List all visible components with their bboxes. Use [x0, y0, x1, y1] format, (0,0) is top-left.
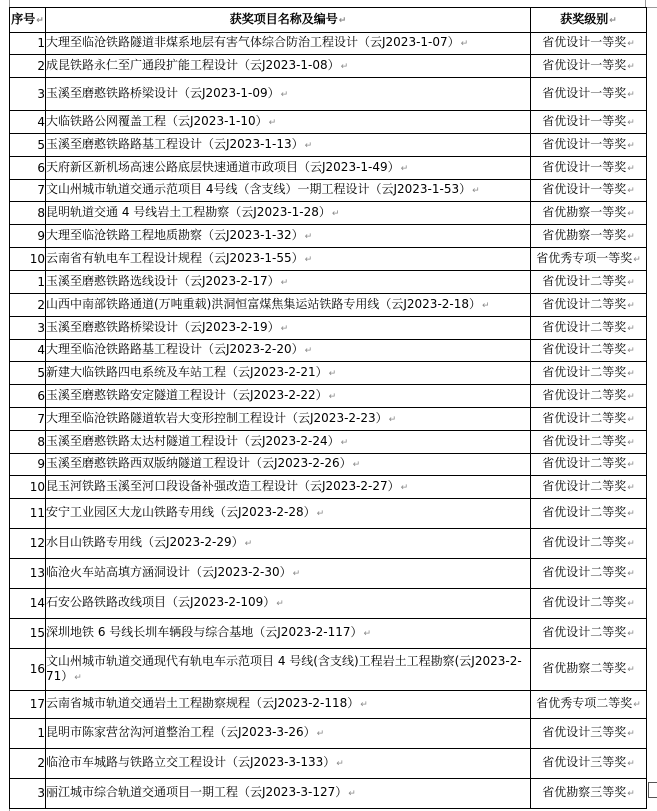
paragraph-mark-icon [627, 324, 635, 334]
paragraph-mark-icon [329, 392, 337, 402]
project-name-cell[interactable] [46, 476, 531, 499]
project-name-cell-text: 山西中南部铁路通道(万吨重载)洪洞恒富煤焦集运站铁路专用线（云J2023-2-18） [46, 296, 482, 311]
table-row [10, 779, 647, 809]
award-table [9, 7, 647, 809]
award-level-cell[interactable] [531, 559, 647, 589]
paragraph-mark-icon [341, 62, 349, 72]
paragraph-mark-icon [36, 16, 44, 26]
award-level-cell-text: 省优设计二等奖 [542, 505, 627, 519]
row-number-cell-text: 14 [29, 596, 45, 610]
project-name-cell[interactable] [46, 559, 531, 589]
project-name-cell-text: 玉溪至磨憨铁路西双版纳隧道工程设计（云J2023-2-26） [46, 456, 352, 470]
table-body [10, 33, 647, 809]
award-level-cell-text: 省优设计二等奖 [542, 410, 627, 425]
paragraph-mark-icon [281, 90, 289, 100]
table-row [10, 78, 647, 111]
project-name-cell[interactable] [46, 431, 531, 454]
project-name-cell-text: 昆明市陈家营岔沟河道整治工程（云J2023-3-26） [46, 725, 316, 739]
project-name-cell-text: 玉溪至磨憨铁路安定隧道工程设计（云J2023-2-22） [46, 387, 328, 402]
table-row [10, 454, 647, 476]
award-level-cell[interactable] [531, 476, 647, 499]
row-number-cell[interactable] [10, 180, 46, 202]
paragraph-mark-icon [269, 118, 277, 128]
project-name-cell[interactable] [46, 649, 531, 691]
table-row [10, 134, 647, 157]
row-number-cell[interactable] [10, 317, 46, 340]
award-level-cell-text: 省优设计一等奖 [542, 57, 627, 72]
project-name-cell-text: 临沧市车城路与铁路立交工程设计（云J2023-3-133） [46, 755, 336, 769]
row-number-cell-text: 5 [37, 137, 45, 152]
paragraph-mark-icon [389, 415, 397, 425]
row-number-cell-text: 4 [37, 114, 45, 129]
award-level-cell[interactable] [531, 529, 647, 559]
award-level-cell-text: 省优设计一等奖 [542, 85, 627, 100]
project-name-cell-text: 大理至临沧铁路隧道非煤系地层有害气体综合防治工程设计（云J2023-1-07） [46, 35, 460, 49]
award-level-cell-text: 省优设计二等奖 [542, 319, 627, 334]
row-number-cell-text: 16 [29, 662, 45, 676]
paragraph-mark-icon [305, 346, 313, 356]
project-name-cell[interactable] [46, 78, 531, 111]
paragraph-mark-icon [627, 460, 635, 470]
row-number-cell[interactable] [10, 691, 46, 719]
row-number-cell-text: 9 [37, 457, 45, 471]
project-name-cell-text: 玉溪至磨憨铁路太达村隧道工程设计（云J2023-2-24） [46, 433, 340, 448]
row-number-cell[interactable] [10, 78, 46, 111]
paragraph-mark-icon [627, 232, 635, 242]
row-number-cell[interactable] [10, 157, 46, 180]
row-number-cell[interactable] [10, 619, 46, 649]
paragraph-mark-icon [627, 789, 635, 799]
project-name-cell[interactable] [46, 749, 531, 779]
row-number-cell-text: 3 [37, 786, 45, 800]
row-number-cell[interactable] [10, 589, 46, 619]
award-level-cell[interactable] [531, 317, 647, 340]
paragraph-mark-icon [627, 599, 635, 609]
paragraph-mark-icon [627, 62, 635, 72]
row-number-cell-text: 17 [29, 697, 45, 711]
paragraph-mark-icon [360, 700, 368, 710]
paragraph-mark-icon [627, 39, 635, 49]
row-number-cell-text: 15 [29, 626, 45, 640]
row-number-cell-text: 8 [37, 205, 45, 220]
award-level-cell[interactable] [531, 202, 647, 225]
header-name[interactable]: 获奖项目名称及编号 ↵ [46, 8, 531, 33]
row-number-cell-text: 3 [37, 86, 45, 101]
paragraph-mark-icon [317, 509, 325, 519]
header-level[interactable]: 获奖级别 ↵ [531, 8, 647, 33]
table-row [10, 691, 647, 719]
table-row [10, 749, 647, 779]
project-name-cell[interactable] [46, 180, 531, 202]
paragraph-mark-icon [627, 141, 635, 151]
award-level-cell-text: 省优设计一等奖 [542, 159, 627, 174]
project-name-cell[interactable] [46, 33, 531, 55]
row-number-cell[interactable] [10, 134, 46, 157]
award-level-cell-text: 省优设计二等奖 [542, 595, 627, 609]
row-number-cell[interactable] [10, 559, 46, 589]
paragraph-mark-icon [627, 369, 635, 379]
project-name-cell[interactable] [46, 589, 531, 619]
page-corner-mark [646, 7, 657, 8]
paragraph-mark-icon [627, 164, 635, 174]
award-level-cell-text: 省优设计一等奖 [542, 182, 627, 196]
project-name-cell[interactable] [46, 499, 531, 529]
row-number-cell-text: 8 [37, 434, 45, 449]
project-name-cell[interactable] [46, 719, 531, 749]
row-number-cell-text: 1 [37, 726, 45, 740]
row-number-cell[interactable] [10, 294, 46, 317]
award-level-cell[interactable] [531, 55, 647, 78]
project-name-cell-text: 新建大临铁路四电系统及车站工程（云J2023-2-21） [46, 364, 328, 379]
row-number-cell-text: 4 [37, 343, 45, 357]
award-level-cell-text: 省优勘察三等奖 [542, 785, 627, 799]
award-level-cell-text: 省优设计二等奖 [542, 456, 627, 470]
project-name-cell[interactable] [46, 225, 531, 248]
paragraph-mark-icon [317, 729, 325, 739]
row-number-cell[interactable] [10, 779, 46, 809]
project-name-cell[interactable] [46, 619, 531, 649]
project-name-cell[interactable] [46, 317, 531, 340]
row-number-cell-text: 3 [37, 320, 45, 335]
project-name-cell[interactable] [46, 202, 531, 225]
paragraph-mark-icon [353, 460, 361, 470]
project-name-cell[interactable] [46, 340, 531, 362]
project-name-cell-text: 玉溪至磨憨铁路桥梁设计（云J2023-1-09） [46, 85, 280, 100]
award-level-cell[interactable] [531, 499, 647, 529]
paragraph-mark-icon [627, 438, 635, 448]
project-name-cell-text: 昆明轨道交通 4 号线岩土工程勘察（云J2023-1-28） [46, 204, 331, 219]
award-level-cell[interactable] [531, 454, 647, 476]
award-level-cell-text: 省优设计三等奖 [542, 725, 627, 739]
project-name-cell[interactable] [46, 454, 531, 476]
paragraph-mark-icon [627, 569, 635, 579]
project-name-cell-text: 水目山铁路专用线（云J2023-2-29） [46, 535, 244, 549]
row-number-cell[interactable] [10, 749, 46, 779]
project-name-cell[interactable] [46, 55, 531, 78]
paragraph-mark-icon [609, 16, 617, 26]
table-row [10, 180, 647, 202]
row-number-cell[interactable] [10, 271, 46, 294]
paragraph-mark-icon [627, 301, 635, 311]
paragraph-mark-icon [293, 569, 301, 579]
project-name-cell-text: 安宁工业园区大龙山铁路专用线（云J2023-2-28） [46, 505, 316, 519]
paragraph-mark-icon [305, 255, 313, 265]
paragraph-mark-icon [633, 700, 641, 710]
table-row [10, 431, 647, 454]
paragraph-mark-icon [482, 301, 490, 311]
project-name-cell-text: 大理至临沧铁路工程地质勘察（云J2023-1-32） [46, 227, 304, 242]
paragraph-mark-icon [332, 209, 340, 219]
row-number-cell[interactable] [10, 649, 46, 691]
row-number-cell-text: 9 [37, 228, 45, 243]
project-name-cell-text: 临沧火车站高填方涵洞设计（云J2023-2-30） [46, 565, 292, 579]
award-level-cell[interactable] [531, 294, 647, 317]
project-name-cell-text: 大理至临沧铁路隧道软岩大变形控制工程设计（云J2023-2-23） [46, 410, 388, 425]
table-row [10, 499, 647, 529]
paragraph-mark-icon [339, 16, 347, 26]
award-level-cell-text: 省优设计二等奖 [542, 565, 627, 579]
award-level-cell-text: 省优设计二等奖 [542, 478, 627, 493]
paragraph-mark-icon [276, 599, 284, 609]
award-level-cell[interactable] [531, 691, 647, 719]
project-name-cell[interactable] [46, 111, 531, 134]
text-cursor-box [648, 782, 657, 798]
table-row [10, 559, 647, 589]
paragraph-mark-icon [336, 759, 344, 769]
award-level-cell[interactable] [531, 779, 647, 809]
table-row [10, 33, 647, 55]
paragraph-mark-icon [627, 665, 635, 675]
row-number-cell[interactable] [10, 202, 46, 225]
award-level-cell[interactable] [531, 340, 647, 362]
row-number-cell[interactable] [10, 111, 46, 134]
award-level-cell[interactable] [531, 157, 647, 180]
row-number-cell[interactable] [10, 529, 46, 559]
paragraph-mark-icon [461, 39, 469, 49]
award-level-cell-text: 省优设计二等奖 [542, 342, 627, 356]
row-number-cell[interactable] [10, 499, 46, 529]
project-name-cell-text: 大理至临沧铁路路基工程设计（云J2023-2-20） [46, 342, 304, 356]
paragraph-mark-icon [627, 509, 635, 519]
table-row [10, 385, 647, 408]
row-number-cell[interactable] [10, 55, 46, 78]
row-number-cell-text: 6 [37, 160, 45, 175]
paragraph-mark-icon [305, 232, 313, 242]
table-row [10, 589, 647, 619]
table-row [10, 157, 647, 180]
row-number-cell[interactable] [10, 719, 46, 749]
award-level-cell[interactable] [531, 78, 647, 111]
table-row [10, 111, 647, 134]
table-row [10, 719, 647, 749]
row-number-cell-text: 7 [37, 411, 45, 426]
row-number-cell-text: 1 [37, 274, 45, 289]
project-name-cell-text: 文山州城市轨道交通现代有轨电车示范项目 4 号线(含支线)工程岩土工程勘察(云J2023-2-71） [46, 653, 522, 683]
project-name-cell-text: 玉溪至磨憨铁路选线设计（云J2023-2-17） [46, 273, 280, 288]
award-level-cell-text: 省优秀专项一等奖 [536, 250, 633, 265]
project-name-cell[interactable] [46, 271, 531, 294]
project-name-cell[interactable] [46, 529, 531, 559]
project-name-cell[interactable] [46, 248, 531, 271]
table-row [10, 55, 647, 78]
table-header-row [10, 8, 647, 33]
award-level-cell-text: 省优秀专项二等奖 [536, 696, 633, 710]
row-number-cell[interactable] [10, 454, 46, 476]
row-number-cell-text: 5 [37, 365, 45, 380]
project-name-cell-text: 天府新区新机场高速公路底层快速通道市政项目（云J2023-1-49） [46, 159, 400, 174]
row-number-cell[interactable] [10, 431, 46, 454]
paragraph-mark-icon [627, 729, 635, 739]
award-level-cell[interactable] [531, 248, 647, 271]
paragraph-mark-icon [281, 324, 289, 334]
award-level-cell[interactable] [531, 385, 647, 408]
row-number-cell-text: 11 [29, 506, 45, 520]
award-level-cell-text: 省优勘察一等奖 [542, 204, 627, 219]
paragraph-mark-icon [305, 141, 313, 151]
table-row [10, 294, 647, 317]
award-level-cell[interactable] [531, 33, 647, 55]
table-row [10, 408, 647, 431]
table-row [10, 202, 647, 225]
row-number-cell[interactable] [10, 362, 46, 385]
table-row [10, 225, 647, 248]
paragraph-mark-icon [401, 164, 409, 174]
project-name-cell[interactable] [46, 691, 531, 719]
paragraph-mark-icon [281, 278, 289, 288]
row-number-cell-text: 2 [37, 297, 45, 312]
row-number-cell[interactable] [10, 385, 46, 408]
award-level-cell[interactable] [531, 589, 647, 619]
paragraph-mark-icon [627, 278, 635, 288]
award-level-cell[interactable] [531, 649, 647, 691]
paragraph-mark-icon [633, 255, 641, 265]
row-number-cell-text: 10 [29, 251, 45, 266]
table-row [10, 317, 647, 340]
paragraph-mark-icon [627, 392, 635, 402]
project-name-cell[interactable] [46, 157, 531, 180]
project-name-cell[interactable] [46, 408, 531, 431]
award-level-cell[interactable] [531, 619, 647, 649]
row-number-cell[interactable] [10, 340, 46, 362]
project-name-cell-text: 玉溪至磨憨铁路桥梁设计（云J2023-2-19） [46, 319, 280, 334]
project-name-cell-text: 玉溪至磨憨铁路路基工程设计（云J2023-1-13） [46, 136, 304, 151]
project-name-cell[interactable] [46, 779, 531, 809]
table-row [10, 271, 647, 294]
project-name-cell-text: 文山州城市轨道交通示范项目 4号线（含支线）一期工程设计（云J2023-1-53） [46, 182, 472, 196]
award-level-cell-text: 省优设计三等奖 [542, 755, 627, 769]
award-level-cell-text: 省优设计二等奖 [542, 387, 627, 402]
award-level-cell[interactable] [531, 749, 647, 779]
project-name-cell-text: 石安公路铁路改线项目（云J2023-2-109） [46, 595, 276, 609]
paragraph-mark-icon [627, 90, 635, 100]
award-level-cell-text: 省优设计二等奖 [542, 273, 627, 288]
row-number-cell-text: 12 [29, 536, 45, 550]
paragraph-mark-icon [627, 483, 635, 493]
award-level-cell-text: 省优设计二等奖 [542, 535, 627, 549]
row-number-cell-text: 1 [37, 36, 45, 50]
award-level-cell[interactable] [531, 362, 647, 385]
row-number-cell-text: 6 [37, 388, 45, 403]
project-name-cell-text: 大临铁路公网覆盖工程（云J2023-1-10） [46, 113, 268, 128]
award-level-cell-text: 省优设计二等奖 [542, 296, 627, 311]
paragraph-mark-icon [348, 789, 356, 799]
project-name-cell[interactable] [46, 294, 531, 317]
award-level-cell-text: 省优设计一等奖 [542, 136, 627, 151]
row-number-cell[interactable] [10, 225, 46, 248]
header-no[interactable]: 序号 ↵ [10, 8, 46, 33]
paragraph-mark-icon [627, 629, 635, 639]
project-name-cell-text: 云南省城市轨道交通岩土工程勘察规程（云J2023-2-118） [46, 696, 360, 710]
row-number-cell[interactable] [10, 33, 46, 55]
paragraph-mark-icon [627, 346, 635, 356]
paragraph-mark-icon [627, 415, 635, 425]
row-number-cell-text: 7 [37, 183, 45, 197]
table-row [10, 619, 647, 649]
award-level-cell[interactable] [531, 111, 647, 134]
award-level-cell[interactable] [531, 180, 647, 202]
paragraph-mark-icon [401, 483, 409, 493]
award-level-cell-text: 省优设计二等奖 [542, 364, 627, 379]
row-number-cell-text: 2 [37, 756, 45, 770]
award-level-cell-text: 省优设计二等奖 [542, 625, 627, 639]
paragraph-mark-icon [627, 539, 635, 549]
row-number-cell[interactable] [10, 476, 46, 499]
project-name-cell-text: 云南省有轨电车工程设计规程（云J2023-1-55） [46, 250, 304, 265]
project-name-cell-text: 成昆铁路永仁至广通段扩能工程设计（云J2023-1-08） [46, 57, 340, 72]
award-level-cell[interactable] [531, 431, 647, 454]
paragraph-mark-icon [472, 186, 480, 196]
paragraph-mark-icon [627, 186, 635, 196]
table-row [10, 529, 647, 559]
project-name-cell-text: 昆玉河铁路玉溪至河口段设备补强改造工程设计（云J2023-2-27） [46, 478, 400, 493]
table-row [10, 248, 647, 271]
row-number-cell-text: 10 [29, 479, 45, 494]
paragraph-mark-icon [627, 759, 635, 769]
paragraph-mark-icon [74, 673, 82, 683]
award-level-cell[interactable] [531, 134, 647, 157]
paragraph-mark-icon [245, 539, 253, 549]
row-number-cell[interactable] [10, 248, 46, 271]
row-number-cell[interactable] [10, 408, 46, 431]
award-level-cell-text: 省优设计一等奖 [542, 113, 627, 128]
row-number-cell-text: 13 [29, 566, 45, 580]
award-level-cell[interactable] [531, 271, 647, 294]
project-name-cell[interactable] [46, 134, 531, 157]
table-row [10, 476, 647, 499]
project-name-cell-text: 丽江城市综合轨道交通项目一期工程（云J2023-3-127） [46, 785, 348, 799]
table-row [10, 362, 647, 385]
row-number-cell-text: 2 [37, 58, 45, 73]
award-level-cell-text: 省优勘察二等奖 [542, 661, 627, 675]
award-level-cell[interactable] [531, 225, 647, 248]
project-name-cell[interactable] [46, 385, 531, 408]
paragraph-mark-icon [341, 438, 349, 448]
project-name-cell-text: 深圳地铁 6 号线长圳车辆段与综合基地（云J2023-2-117） [46, 625, 363, 639]
paragraph-mark-icon [627, 209, 635, 219]
award-level-cell-text: 省优设计二等奖 [542, 433, 627, 448]
award-level-cell[interactable] [531, 719, 647, 749]
table-row [10, 649, 647, 691]
award-level-cell-text: 省优勘察一等奖 [542, 227, 627, 242]
paragraph-mark-icon [329, 369, 337, 379]
table-row [10, 340, 647, 362]
paragraph-mark-icon [364, 629, 372, 639]
project-name-cell[interactable] [46, 362, 531, 385]
award-level-cell[interactable] [531, 408, 647, 431]
paragraph-mark-icon [627, 118, 635, 128]
award-level-cell-text: 省优设计一等奖 [542, 35, 627, 49]
